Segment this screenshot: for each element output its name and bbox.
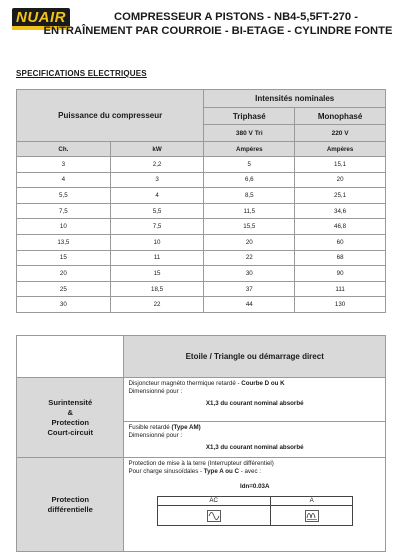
table-cell: 111 [295, 281, 386, 297]
table-row [17, 281, 386, 297]
empty-corner-cell [17, 336, 124, 378]
logo-text: NUAIR [16, 9, 66, 26]
table-cell: 60 [295, 234, 386, 250]
page-title [43, 10, 396, 38]
differentielle-label [17, 458, 124, 552]
differentiel-block [124, 458, 386, 552]
table-cell: 8,5 [204, 188, 295, 204]
diff-charge-text: Pour charge sinusoïdales - [128, 468, 204, 476]
table-cell: 22 [110, 297, 204, 313]
label-ampersand: & [67, 407, 73, 417]
table-cell: 25 [17, 281, 111, 297]
table-cell: 30 [204, 266, 295, 282]
surintensite-label [17, 378, 124, 458]
table-cell: 3 [110, 172, 204, 188]
table-cell: 10 [110, 234, 204, 250]
table-row [17, 219, 386, 235]
table-cell: 15 [17, 250, 111, 266]
table-cell: 25,1 [295, 188, 386, 204]
table-cell: 11,5 [204, 203, 295, 219]
table-cell: 15,1 [295, 157, 386, 173]
table-row [17, 157, 386, 173]
fusible-type: (Type AM) [171, 424, 201, 431]
table-cell: 7,5 [110, 219, 204, 235]
label-protection: Protection [51, 417, 90, 427]
section-title: SPECIFICATIONS ELECTRIQUES [16, 69, 147, 78]
table-row [17, 266, 386, 282]
table-cell: 20 [295, 172, 386, 188]
label-differentielle: différentielle [47, 504, 93, 514]
fusible-rating: X1,3 du courant nominal absorbé [205, 443, 304, 451]
table-row [17, 250, 386, 266]
col-ch-header: Ch. [17, 142, 111, 157]
sine-wave-icon [207, 510, 221, 522]
table-row [17, 172, 386, 188]
protection-table [16, 335, 386, 552]
table-cell: 37 [204, 281, 295, 297]
label-protection-diff: Protection [51, 494, 90, 504]
disjoncteur-rating: X1,3 du courant nominal absorbé [205, 399, 304, 407]
table-cell: 5,5 [17, 188, 111, 204]
table-row [17, 188, 386, 204]
table-row [17, 203, 386, 219]
table-cell: 4 [110, 188, 204, 204]
table-cell: 5,5 [110, 203, 204, 219]
table-cell: 13,5 [17, 234, 111, 250]
table-cell: 10 [17, 219, 111, 235]
fusible-dim: Dimensionné pour : [128, 432, 183, 440]
table-cell: 44 [204, 297, 295, 313]
disjoncteur-text: Disjoncteur magnéto thermique retardé - [128, 380, 242, 387]
table-cell: 7,5 [17, 203, 111, 219]
col-amp-tri-header: Ampères [204, 142, 295, 157]
power-header: Puissance du compresseur [17, 90, 204, 142]
table-cell: 22 [204, 250, 295, 266]
title-line-1: COMPRESSEUR A PISTONS - NB4-5,5FT-270 - [114, 11, 358, 23]
ac-a-symbol-box [157, 496, 353, 526]
label-surintensite: Surintensité [48, 397, 93, 407]
spec-table-body [17, 157, 386, 313]
intensities-header: Intensités nominales [204, 90, 386, 108]
table-cell: 3 [17, 157, 111, 173]
disjoncteur-block [124, 378, 386, 422]
fusible-block [124, 422, 386, 458]
table-cell: 6,6 [204, 172, 295, 188]
triphase-header: Triphasé [204, 108, 295, 125]
electrical-spec-table [16, 89, 386, 313]
pulsating-wave-icon [305, 510, 319, 522]
a-label: A [309, 497, 314, 505]
table-cell: 90 [295, 266, 386, 282]
table-cell: 11 [110, 250, 204, 266]
monophase-voltage: 220 V [295, 125, 386, 142]
protection-header: Etoile / Triangle ou démarrage direct [124, 336, 386, 378]
table-row [17, 234, 386, 250]
ac-box-divider-v [270, 497, 271, 525]
table-cell: 46,8 [295, 219, 386, 235]
diff-avec: - avec : [238, 468, 261, 476]
disjoncteur-dim: Dimensionné pour : [128, 388, 183, 396]
table-cell: 15 [110, 266, 204, 282]
table-cell: 34,6 [295, 203, 386, 219]
table-cell: 20 [17, 266, 111, 282]
label-court-circuit: Court-circuit [47, 427, 94, 437]
table-cell: 5 [204, 157, 295, 173]
table-cell: 2,2 [110, 157, 204, 173]
triphase-voltage: 380 V Tri [204, 125, 295, 142]
table-cell: 20 [204, 234, 295, 250]
title-line-2: ENTRAÎNEMENT PAR COURROIE - BI-ETAGE - CYLINDRE FONTE [43, 25, 393, 37]
diff-idn: Idn=0.03A [240, 482, 270, 490]
diff-type: Type A ou C [203, 468, 239, 476]
table-cell: 15,5 [204, 219, 295, 235]
table-cell: 30 [17, 297, 111, 313]
ac-label: AC [209, 497, 219, 505]
table-row [17, 297, 386, 313]
fusible-text: Fusible retardé [128, 424, 172, 431]
diff-text: Protection de mise à la terre (Interrupteur différentiel) [128, 460, 274, 467]
table-cell: 130 [295, 297, 386, 313]
monophase-header: Monophasé [295, 108, 386, 125]
col-kw-header: kW [110, 142, 204, 157]
col-amp-mono-header: Ampères [295, 142, 386, 157]
table-cell: 4 [17, 172, 111, 188]
disjoncteur-curve: Courbe D ou K [241, 380, 285, 387]
table-cell: 68 [295, 250, 386, 266]
table-cell: 18,5 [110, 281, 204, 297]
